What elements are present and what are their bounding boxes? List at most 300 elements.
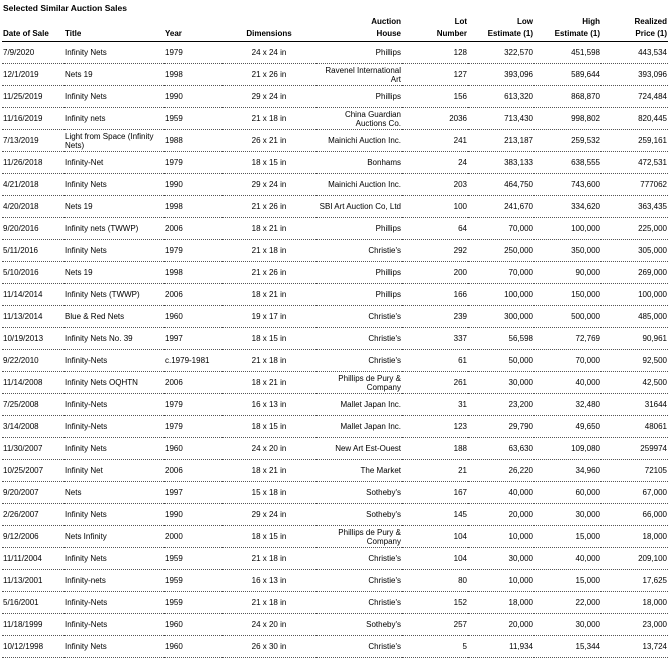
cell-low-estimate: 613,320 [468, 86, 534, 108]
cell-dimensions: 24 x 20 in [222, 614, 316, 636]
cell-date: 11/13/2014 [2, 306, 64, 328]
cell-year: 1960 [164, 306, 222, 328]
cell-auction-house: Mainichi Auction Inc. [316, 174, 402, 196]
cell-title: Nets Infinity [64, 526, 164, 548]
cell-auction-house: Phillips de Pury & Company [316, 526, 402, 548]
cell-dimensions: 21 x 18 in [222, 240, 316, 262]
cell-title: Blue & Red Nets [64, 306, 164, 328]
cell-year: 1997 [164, 482, 222, 504]
cell-realized-price: 67,000 [601, 482, 668, 504]
cell-realized-price: 305,000 [601, 240, 668, 262]
cell-realized-price: 269,000 [601, 262, 668, 284]
cell-lot-number: 100 [402, 196, 468, 218]
cell-title: Infinity Nets No. 39 [64, 328, 164, 350]
cell-dimensions: 21 x 18 in [222, 548, 316, 570]
table-row [2, 284, 668, 306]
cell-date: 11/14/2008 [2, 372, 64, 394]
header-lot-line2: Number [436, 29, 467, 38]
cell-realized-price: 23,000 [601, 614, 668, 636]
cell-realized-price: 100,000 [601, 284, 668, 306]
cell-lot-number: 257 [402, 614, 468, 636]
cell-low-estimate: 30,000 [468, 372, 534, 394]
cell-realized-price: 259,161 [601, 130, 668, 152]
table-row [2, 614, 668, 636]
cell-dimensions: 18 x 15 in [222, 328, 316, 350]
header-high-line1: High [582, 17, 600, 26]
cell-dimensions: 16 x 13 in [222, 394, 316, 416]
header-date: Date of Sale [2, 14, 64, 42]
cell-auction-house: China Guardian Auctions Co. [316, 108, 402, 130]
cell-realized-price: 17,625 [601, 570, 668, 592]
cell-date: 11/30/2007 [2, 438, 64, 460]
table-row [2, 482, 668, 504]
cell-auction-house: Phillips [316, 86, 402, 108]
cell-lot-number: 127 [402, 64, 468, 86]
cell-year: 1998 [164, 64, 222, 86]
cell-dimensions: 29 x 24 in [222, 504, 316, 526]
cell-high-estimate: 109,080 [534, 438, 601, 460]
cell-low-estimate: 213,187 [468, 130, 534, 152]
cell-title: Infinity-Nets [64, 614, 164, 636]
cell-high-estimate: 500,000 [534, 306, 601, 328]
header-low-line1: Low [517, 17, 533, 26]
cell-dimensions: 15 x 18 in [222, 482, 316, 504]
cell-realized-price: 443,534 [601, 42, 668, 64]
cell-low-estimate: 383,133 [468, 152, 534, 174]
table-row [2, 174, 668, 196]
cell-low-estimate: 393,096 [468, 64, 534, 86]
table-row [2, 438, 668, 460]
cell-title: Nets 19 [64, 262, 164, 284]
cell-lot-number: 166 [402, 284, 468, 306]
cell-lot-number: 261 [402, 372, 468, 394]
cell-year: 1979 [164, 152, 222, 174]
cell-lot-number: 128 [402, 42, 468, 64]
cell-date: 11/16/2019 [2, 108, 64, 130]
cell-realized-price: 820,445 [601, 108, 668, 130]
cell-title: Infinity nets (TWWP) [64, 218, 164, 240]
cell-lot-number: 188 [402, 438, 468, 460]
cell-title: Nets 19 [64, 64, 164, 86]
cell-dimensions: 18 x 21 in [222, 460, 316, 482]
cell-auction-house: Christie's [316, 592, 402, 614]
cell-realized-price: 209,100 [601, 548, 668, 570]
cell-lot-number: 2036 [402, 108, 468, 130]
cell-lot-number: 145 [402, 504, 468, 526]
cell-lot-number: 167 [402, 482, 468, 504]
cell-year: 1959 [164, 548, 222, 570]
cell-high-estimate: 350,000 [534, 240, 601, 262]
cell-auction-house: Christie's [316, 306, 402, 328]
cell-low-estimate: 70,000 [468, 262, 534, 284]
cell-dimensions: 18 x 21 in [222, 372, 316, 394]
cell-high-estimate: 90,000 [534, 262, 601, 284]
cell-lot-number: 31 [402, 394, 468, 416]
header-low-estimate [468, 14, 534, 42]
table-row [2, 460, 668, 482]
cell-title: Infinity Nets [64, 42, 164, 64]
cell-title: Infinity Net [64, 460, 164, 482]
cell-high-estimate: 22,000 [534, 592, 601, 614]
cell-lot-number: 80 [402, 570, 468, 592]
table-row [2, 64, 668, 86]
header-lot-line1: Lot [454, 17, 467, 26]
cell-realized-price: 18,000 [601, 592, 668, 614]
cell-high-estimate: 638,555 [534, 152, 601, 174]
table-row [2, 350, 668, 372]
cell-title: Infinity-Nets [64, 394, 164, 416]
cell-auction-house: Christie's [316, 548, 402, 570]
cell-year: 1959 [164, 592, 222, 614]
cell-high-estimate: 998,802 [534, 108, 601, 130]
cell-auction-house: Bonhams [316, 152, 402, 174]
cell-dimensions: 21 x 26 in [222, 196, 316, 218]
cell-dimensions: 18 x 15 in [222, 526, 316, 548]
cell-low-estimate: 70,000 [468, 218, 534, 240]
cell-dimensions: 26 x 30 in [222, 636, 316, 658]
cell-low-estimate: 713,430 [468, 108, 534, 130]
cell-lot-number: 156 [402, 86, 468, 108]
cell-auction-house: Christie's [316, 350, 402, 372]
cell-auction-house: Christie's [316, 636, 402, 658]
cell-date: 11/14/2014 [2, 284, 64, 306]
cell-low-estimate: 30,000 [468, 548, 534, 570]
cell-high-estimate: 868,870 [534, 86, 601, 108]
cell-year: 1960 [164, 614, 222, 636]
cell-year: c.1979-1981 [164, 350, 222, 372]
cell-auction-house: Mallet Japan Inc. [316, 394, 402, 416]
cell-low-estimate: 26,220 [468, 460, 534, 482]
cell-date: 11/26/2018 [2, 152, 64, 174]
cell-dimensions: 18 x 21 in [222, 284, 316, 306]
cell-year: 1988 [164, 130, 222, 152]
table-row [2, 548, 668, 570]
cell-year: 2006 [164, 284, 222, 306]
cell-title: Infinity Nets [64, 174, 164, 196]
cell-realized-price: 472,531 [601, 152, 668, 174]
cell-high-estimate: 15,000 [534, 526, 601, 548]
cell-dimensions: 24 x 20 in [222, 438, 316, 460]
cell-title: Infinity nets [64, 108, 164, 130]
cell-lot-number: 61 [402, 350, 468, 372]
cell-low-estimate: 10,000 [468, 526, 534, 548]
cell-high-estimate: 60,000 [534, 482, 601, 504]
cell-date: 12/1/2019 [2, 64, 64, 86]
header-dimensions: Dimensions [222, 14, 316, 42]
table-row [2, 218, 668, 240]
cell-low-estimate: 10,000 [468, 570, 534, 592]
table-row [2, 42, 668, 64]
cell-realized-price: 18,000 [601, 526, 668, 548]
cell-year: 1979 [164, 240, 222, 262]
cell-year: 1979 [164, 394, 222, 416]
table-title: Selected Similar Auction Sales [3, 3, 127, 13]
cell-title: Infinity Nets [64, 240, 164, 262]
cell-date: 2/26/2007 [2, 504, 64, 526]
cell-realized-price: 66,000 [601, 504, 668, 526]
cell-high-estimate: 15,000 [534, 570, 601, 592]
cell-date: 7/13/2019 [2, 130, 64, 152]
cell-dimensions: 21 x 26 in [222, 262, 316, 284]
cell-date: 10/25/2007 [2, 460, 64, 482]
cell-dimensions: 26 x 21 in [222, 130, 316, 152]
cell-title: Nets 19 [64, 196, 164, 218]
cell-auction-house: SBI Art Auction Co, Ltd [316, 196, 402, 218]
cell-year: 1959 [164, 108, 222, 130]
cell-high-estimate: 451,598 [534, 42, 601, 64]
cell-dimensions: 21 x 18 in [222, 108, 316, 130]
cell-date: 10/19/2013 [2, 328, 64, 350]
cell-auction-house: Sotheby's [316, 482, 402, 504]
table-row [2, 240, 668, 262]
cell-year: 2006 [164, 218, 222, 240]
cell-year: 1990 [164, 86, 222, 108]
cell-realized-price: 42,500 [601, 372, 668, 394]
cell-year: 1990 [164, 504, 222, 526]
cell-low-estimate: 23,200 [468, 394, 534, 416]
table-row [2, 196, 668, 218]
cell-auction-house: Christie's [316, 328, 402, 350]
cell-date: 5/16/2001 [2, 592, 64, 614]
cell-lot-number: 337 [402, 328, 468, 350]
cell-lot-number: 64 [402, 218, 468, 240]
cell-lot-number: 239 [402, 306, 468, 328]
cell-high-estimate: 334,620 [534, 196, 601, 218]
cell-year: 1979 [164, 42, 222, 64]
cell-auction-house: Christie's [316, 240, 402, 262]
table-row [2, 394, 668, 416]
cell-low-estimate: 322,570 [468, 42, 534, 64]
cell-auction-house: Ravenel International Art [316, 64, 402, 86]
cell-high-estimate: 30,000 [534, 614, 601, 636]
cell-low-estimate: 11,934 [468, 636, 534, 658]
table-row [2, 86, 668, 108]
cell-date: 7/9/2020 [2, 42, 64, 64]
cell-lot-number: 21 [402, 460, 468, 482]
cell-lot-number: 152 [402, 592, 468, 614]
cell-realized-price: 485,000 [601, 306, 668, 328]
header-row [2, 14, 668, 42]
cell-high-estimate: 32,480 [534, 394, 601, 416]
cell-low-estimate: 241,670 [468, 196, 534, 218]
cell-date: 9/22/2010 [2, 350, 64, 372]
cell-auction-house: Sotheby's [316, 504, 402, 526]
cell-dimensions: 29 x 24 in [222, 174, 316, 196]
cell-title: Infinity Nets [64, 86, 164, 108]
table-row [2, 372, 668, 394]
cell-high-estimate: 589,644 [534, 64, 601, 86]
cell-auction-house: Phillips [316, 262, 402, 284]
cell-high-estimate: 30,000 [534, 504, 601, 526]
cell-low-estimate: 29,790 [468, 416, 534, 438]
header-title: Title [64, 14, 164, 42]
cell-lot-number: 24 [402, 152, 468, 174]
cell-lot-number: 104 [402, 548, 468, 570]
table-row [2, 570, 668, 592]
cell-year: 1960 [164, 438, 222, 460]
cell-low-estimate: 20,000 [468, 504, 534, 526]
cell-date: 5/11/2016 [2, 240, 64, 262]
header-low-line2: Estimate (1) [487, 29, 533, 38]
cell-high-estimate: 40,000 [534, 548, 601, 570]
cell-low-estimate: 40,000 [468, 482, 534, 504]
cell-high-estimate: 40,000 [534, 372, 601, 394]
cell-title: Infinity Nets [64, 548, 164, 570]
cell-title: Infinity Nets (TWWP) [64, 284, 164, 306]
cell-year: 1998 [164, 196, 222, 218]
header-auction-house-line1: Auction [371, 17, 401, 26]
cell-year: 2000 [164, 526, 222, 548]
cell-lot-number: 241 [402, 130, 468, 152]
cell-date: 4/20/2018 [2, 196, 64, 218]
cell-realized-price: 777062 [601, 174, 668, 196]
cell-high-estimate: 15,344 [534, 636, 601, 658]
auction-sales-table [2, 14, 668, 658]
cell-dimensions: 18 x 21 in [222, 218, 316, 240]
header-high-line2: Estimate (1) [554, 29, 600, 38]
cell-year: 1959 [164, 570, 222, 592]
cell-high-estimate: 49,650 [534, 416, 601, 438]
cell-high-estimate: 259,532 [534, 130, 601, 152]
cell-high-estimate: 743,600 [534, 174, 601, 196]
cell-realized-price: 724,484 [601, 86, 668, 108]
cell-low-estimate: 18,000 [468, 592, 534, 614]
cell-auction-house: Phillips [316, 284, 402, 306]
cell-high-estimate: 70,000 [534, 350, 601, 372]
cell-dimensions: 18 x 15 in [222, 152, 316, 174]
cell-lot-number: 292 [402, 240, 468, 262]
cell-auction-house: Phillips [316, 218, 402, 240]
cell-auction-house: Phillips [316, 42, 402, 64]
cell-realized-price: 48061 [601, 416, 668, 438]
cell-realized-price: 31644 [601, 394, 668, 416]
table-row [2, 130, 668, 152]
cell-dimensions: 21 x 18 in [222, 592, 316, 614]
header-auction-house [316, 14, 402, 42]
cell-auction-house: Mainichi Auction Inc. [316, 130, 402, 152]
cell-title: Infinity Nets [64, 438, 164, 460]
cell-auction-house: New Art Est-Ouest [316, 438, 402, 460]
cell-date: 11/13/2001 [2, 570, 64, 592]
cell-date: 7/25/2008 [2, 394, 64, 416]
cell-title: Infinity-Nets [64, 416, 164, 438]
cell-year: 1979 [164, 416, 222, 438]
cell-date: 9/20/2016 [2, 218, 64, 240]
cell-date: 11/18/1999 [2, 614, 64, 636]
cell-low-estimate: 250,000 [468, 240, 534, 262]
cell-realized-price: 393,096 [601, 64, 668, 86]
cell-high-estimate: 100,000 [534, 218, 601, 240]
cell-date: 11/25/2019 [2, 86, 64, 108]
cell-year: 1998 [164, 262, 222, 284]
cell-date: 4/21/2018 [2, 174, 64, 196]
cell-lot-number: 203 [402, 174, 468, 196]
cell-title: Infinity Nets [64, 504, 164, 526]
cell-realized-price: 72105 [601, 460, 668, 482]
cell-lot-number: 104 [402, 526, 468, 548]
cell-title: Infinity-nets [64, 570, 164, 592]
cell-dimensions: 21 x 26 in [222, 64, 316, 86]
cell-realized-price: 259974 [601, 438, 668, 460]
cell-low-estimate: 63,630 [468, 438, 534, 460]
table-row [2, 306, 668, 328]
cell-low-estimate: 56,598 [468, 328, 534, 350]
cell-realized-price: 225,000 [601, 218, 668, 240]
cell-auction-house: Christie's [316, 570, 402, 592]
cell-year: 1960 [164, 636, 222, 658]
header-realized-price [601, 14, 668, 42]
cell-auction-house: Sotheby's [316, 614, 402, 636]
cell-low-estimate: 100,000 [468, 284, 534, 306]
header-year: Year [164, 14, 222, 42]
cell-high-estimate: 150,000 [534, 284, 601, 306]
cell-date: 10/12/1998 [2, 636, 64, 658]
cell-dimensions: 29 x 24 in [222, 86, 316, 108]
table-row [2, 504, 668, 526]
header-price-line2: Price (1) [635, 29, 667, 38]
cell-realized-price: 363,435 [601, 196, 668, 218]
header-auction-house-line2: House [376, 29, 401, 38]
cell-auction-house: The Market [316, 460, 402, 482]
cell-title: Infinity-Net [64, 152, 164, 174]
cell-realized-price: 13,724 [601, 636, 668, 658]
cell-year: 2006 [164, 372, 222, 394]
table-row [2, 262, 668, 284]
header-price-line1: Realized [634, 17, 667, 26]
cell-low-estimate: 50,000 [468, 350, 534, 372]
cell-dimensions: 19 x 17 in [222, 306, 316, 328]
cell-title: Infinity-Nets [64, 592, 164, 614]
cell-lot-number: 200 [402, 262, 468, 284]
table-row [2, 328, 668, 350]
cell-title: Nets [64, 482, 164, 504]
cell-date: 11/11/2004 [2, 548, 64, 570]
cell-high-estimate: 72,769 [534, 328, 601, 350]
cell-date: 3/14/2008 [2, 416, 64, 438]
cell-low-estimate: 20,000 [468, 614, 534, 636]
cell-title: Infinity Nets OQHTN [64, 372, 164, 394]
cell-low-estimate: 300,000 [468, 306, 534, 328]
cell-realized-price: 92,500 [601, 350, 668, 372]
header-lot-number [402, 14, 468, 42]
cell-high-estimate: 34,960 [534, 460, 601, 482]
cell-dimensions: 18 x 15 in [222, 416, 316, 438]
table-row [2, 152, 668, 174]
table-row [2, 636, 668, 658]
cell-date: 9/12/2006 [2, 526, 64, 548]
table-row [2, 108, 668, 130]
cell-dimensions: 21 x 18 in [222, 350, 316, 372]
cell-lot-number: 5 [402, 636, 468, 658]
cell-low-estimate: 464,750 [468, 174, 534, 196]
cell-auction-house: Mallet Japan Inc. [316, 416, 402, 438]
table-row [2, 416, 668, 438]
cell-title: Light from Space (Infinity Nets) [64, 130, 164, 152]
cell-title: Infinity Nets [64, 636, 164, 658]
header-high-estimate [534, 14, 601, 42]
cell-dimensions: 24 x 24 in [222, 42, 316, 64]
table-row [2, 592, 668, 614]
cell-date: 9/20/2007 [2, 482, 64, 504]
table-row [2, 526, 668, 548]
cell-year: 1990 [164, 174, 222, 196]
cell-dimensions: 16 x 13 in [222, 570, 316, 592]
cell-title: Infinity-Nets [64, 350, 164, 372]
cell-year: 2006 [164, 460, 222, 482]
cell-year: 1997 [164, 328, 222, 350]
cell-lot-number: 123 [402, 416, 468, 438]
cell-realized-price: 90,961 [601, 328, 668, 350]
